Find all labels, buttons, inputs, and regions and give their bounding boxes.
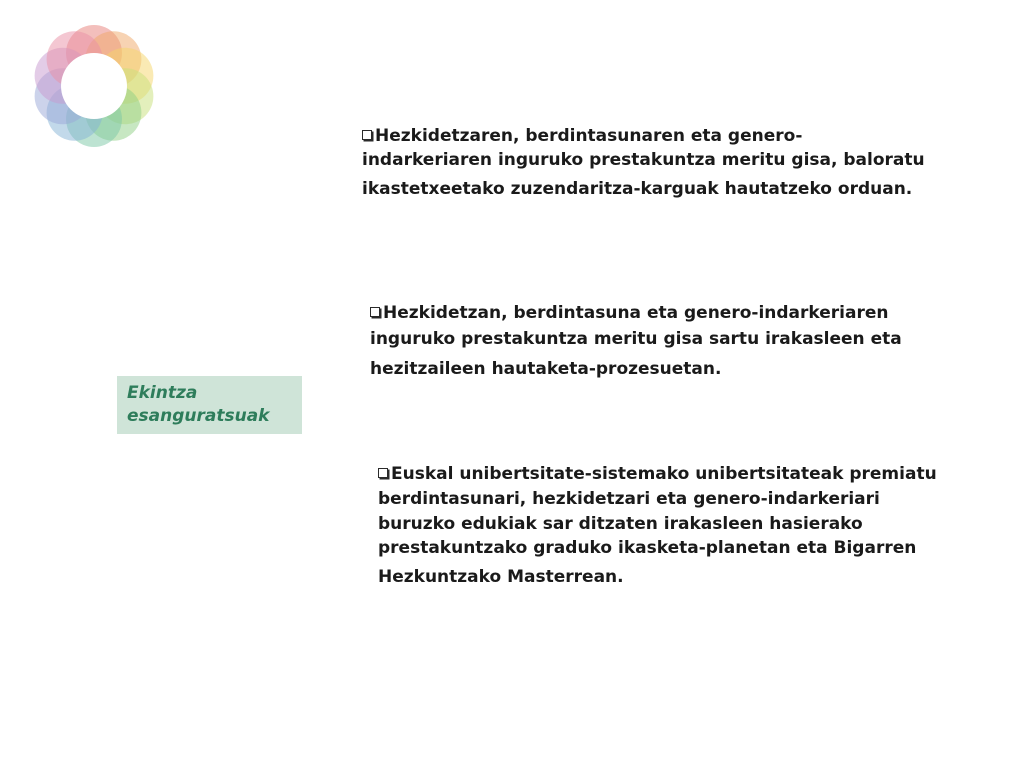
- bullet-item-2: [370, 301, 902, 385]
- bullet-3-line-2: berdintasunari, hezkidetzari eta genero-indarkeriari: [378, 489, 880, 509]
- category-label-box: [117, 376, 302, 434]
- bullet-1-line-3: ikastetxeetako zuzendaritza-karguak hautatzeko orduan.: [362, 179, 913, 199]
- category-label-line-2: esanguratsuak: [127, 406, 270, 426]
- bullet-item-3: [378, 462, 937, 594]
- bullet-3-text-1: Euskal unibertsitate-sistemako unibertsitateak premiatu: [391, 464, 937, 484]
- bullet-2-line-3: hezitzaileen hautaketa-prozesuetan.: [370, 359, 722, 379]
- category-label-line-1: Ekintza: [127, 383, 198, 403]
- checkbox-bullet-icon: [370, 307, 380, 317]
- checkbox-bullet-icon: [378, 468, 388, 478]
- ring-center: [61, 53, 127, 119]
- bullet-2-line-1: [370, 301, 902, 325]
- bullet-3-line-1: [378, 462, 937, 486]
- bullet-1-text-1: Hezkidetzaren, berdintasunaren eta genero-: [375, 126, 803, 146]
- bullet-item-1: [362, 124, 925, 206]
- bullet-3-line-5: Hezkuntzako Masterrean.: [378, 567, 624, 587]
- bullet-3-line-4: prestakuntzako graduko ikasketa-planetan eta Bigarren: [378, 538, 917, 558]
- bullet-2-line-2: inguruko prestakuntza meritu gisa sartu irakasleen eta: [370, 329, 902, 349]
- bullet-1-line-1: [362, 124, 925, 148]
- bullet-3-line-3: buruzko edukiak sar ditzaten irakasleen hasierako: [378, 514, 863, 534]
- checkbox-bullet-icon: [362, 130, 372, 140]
- bullet-2-text-1: Hezkidetzan, berdintasuna eta genero-indarkeriaren: [383, 303, 889, 323]
- bullet-1-line-2: indarkeriaren inguruko prestakuntza meritu gisa, baloratu: [362, 150, 925, 170]
- color-ring-icon: [30, 24, 158, 148]
